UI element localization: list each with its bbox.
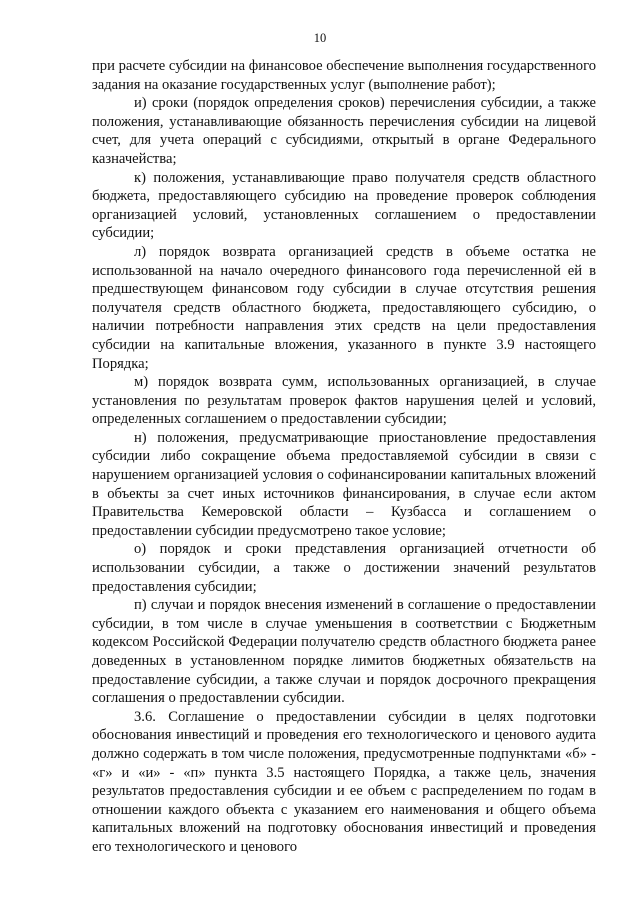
paragraph-item-k: к) положения, устанавливающие право получателя средств областного бюджета, предоставляющего субсидию на проведение проверок соблюдения организацией условий, установленных соглашением о предоставлении субсидии; <box>92 169 596 242</box>
paragraph-item-m: м) порядок возврата сумм, использованных организацией, в случае установления по результатам проверок фактов нарушения целей и условий, определенных соглашением о предоставлении субсидии; <box>92 374 596 428</box>
paragraph-item-i: и) сроки (порядок определения сроков) перечисления субсидии, а также положения, устанавливающие обязанность перечисления субсидии на лицевой счет, для учета операций с субсидиями, открытый в органе Федерального казначейства; <box>92 95 596 167</box>
document-body <box>92 57 596 857</box>
paragraph-item-n: н) положения, предусматривающие приостановление предоставления субсидии либо сокращение объема предоставляемой субсидии в связи с нарушением организацией условия о софинансировании капитальных вложений в объекты за счет иных источников финансирования, в случае если актом Правительства Кемеровской области – Кузбасса и соглашением о предоставлении субсидии предусмотрено такое условие; <box>92 429 596 539</box>
page-number: 10 <box>313 31 327 45</box>
paragraph-item-o: о) порядок и сроки представления организацией отчетности об использовании субсидии, а также о достижении значений результатов предоставления субсидии; <box>92 541 596 595</box>
paragraph-item-p: п) случаи и порядок внесения изменений в соглашение о предоставлении субсидии, в том числе в случае уменьшения в соответствии с Бюджетным кодексом Российской Федерации получателю средств областного бюджета ранее доведенных в установленном порядке лимитов бюджетных обязательств на предоставление субсидии, а также случаи и порядок досрочного прекращения соглашения о предоставлении субсидии. <box>92 597 596 707</box>
paragraph-continuation: при расчете субсидии на финансовое обеспечение выполнения государственного задания на оказание государственных услуг (выполнение работ); <box>92 58 596 93</box>
paragraph-item-l: л) порядок возврата организацией средств в объеме остатка не использованной на начало очередного финансового года перечисленной ей в предшествующем финансовом году субсидии в случае отсутствия решения получателя средств областного бюджета, предоставляющего субсидию, о наличии потребности направления этих средств на цели предоставления субсидии на капитальные вложения, указанного в пункте 3.9 настоящего Порядка; <box>92 243 596 372</box>
paragraph-section-3-6: 3.6. Соглашение о предоставлении субсидии в целях подготовки обоснования инвестиций и проведения его технологического и ценового аудита должно содержать в том числе положения, предусмотренные подпунктами «б» - «г» и «и» - «п» пункта 3.5 настоящего Порядка, а также цель, значения результатов предоставления субсидии и ее объем с распределением по годам в отношении каждого объекта с указанием его наименования и общего объема капитальных вложений на подготовку обоснования инвестиций и проведения его технологического и ценового <box>92 708 596 855</box>
